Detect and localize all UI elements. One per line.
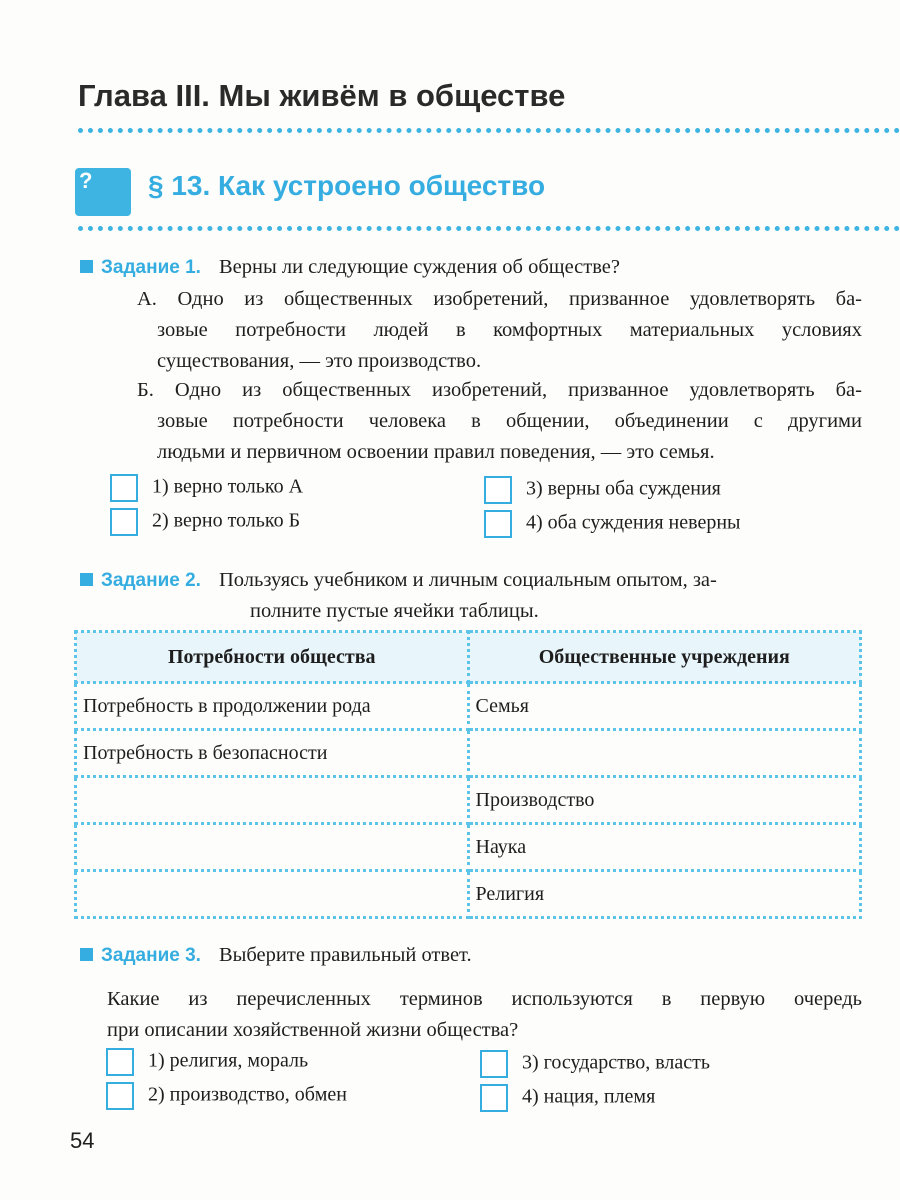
cell[interactable]: Потребность в продолжении рода (76, 683, 469, 730)
task1-option-4[interactable]: 4) оба суждения неверны (484, 510, 740, 538)
statement-b: Б. Одно из общественных изобретений, призванное удовлетворять ба- зовые потребности человека в общении, объединении с другими людьми и первичном освоении правил поведения, — это семья. (137, 379, 862, 463)
task2: Задание 2. Пользуясь учебником и личным социальным опытом, за- (80, 565, 717, 596)
task3: Задание 3. Выберите правильный ответ. (80, 940, 472, 971)
page-number: 54 (70, 1128, 95, 1153)
task1-option-1[interactable]: 1) верно только А (110, 474, 303, 502)
table-row (76, 871, 861, 918)
cell[interactable]: Наука (468, 824, 861, 871)
task1-option-3[interactable]: 3) верны оба суждения (484, 476, 721, 504)
needs-institutions-table (74, 630, 862, 919)
checkbox[interactable] (480, 1050, 508, 1078)
checkbox[interactable] (480, 1084, 508, 1112)
checkbox[interactable] (484, 476, 512, 504)
header-institutions: Общественные учреждения (468, 632, 861, 683)
task1-label: Задание 1. (80, 257, 201, 278)
section-title: § 13. Как устроено общество (148, 170, 546, 201)
divider (78, 226, 900, 231)
task3-label: Задание 3. (80, 945, 201, 966)
cell[interactable]: Семья (468, 683, 861, 730)
cell[interactable]: Производство (468, 777, 861, 824)
checkbox[interactable] (110, 474, 138, 502)
task2-instruction-line2: полните пустые ячейки таблицы. (250, 600, 539, 622)
task3-option-4[interactable]: 4) нация, племя (480, 1084, 655, 1112)
task3-option-2[interactable]: 2) производство, обмен (106, 1082, 347, 1110)
cell[interactable] (468, 730, 861, 777)
task3-option-1[interactable]: 1) религия, мораль (106, 1048, 308, 1076)
table-row (76, 730, 861, 777)
table-row (76, 777, 861, 824)
divider (78, 128, 900, 133)
task1-option-2[interactable]: 2) верно только Б (110, 508, 300, 536)
task3-option-3[interactable]: 3) государство, власть (480, 1050, 710, 1078)
cell[interactable] (76, 871, 469, 918)
chapter-title: Глава III. Мы живём в обществе (78, 78, 566, 113)
checkbox[interactable] (106, 1082, 134, 1110)
table-row (76, 683, 861, 730)
cell[interactable]: Религия (468, 871, 861, 918)
cell[interactable] (76, 777, 469, 824)
task2-label: Задание 2. (80, 570, 201, 591)
checkbox[interactable] (110, 508, 138, 536)
header-needs: Потребности общества (76, 632, 469, 683)
cell[interactable]: Потребность в безопасности (76, 730, 469, 777)
cell[interactable] (76, 824, 469, 871)
section-illustration-icon: ? (75, 168, 131, 216)
table-row (76, 824, 861, 871)
task1 (80, 252, 620, 283)
checkbox[interactable] (484, 510, 512, 538)
checkbox[interactable] (106, 1048, 134, 1076)
task3-question: Какие из перечисленных терминов используются в первую очередь при описании хозяйственной жизни общества? (107, 988, 862, 1041)
statement-a: А. Одно из общественных изобретений, призванное удовлетворять ба- зовые потребности людей в комфортных материальных условиях существования, — это производство. (137, 288, 862, 372)
task1-question: Верны ли следующие суждения об обществе? (218, 256, 620, 278)
